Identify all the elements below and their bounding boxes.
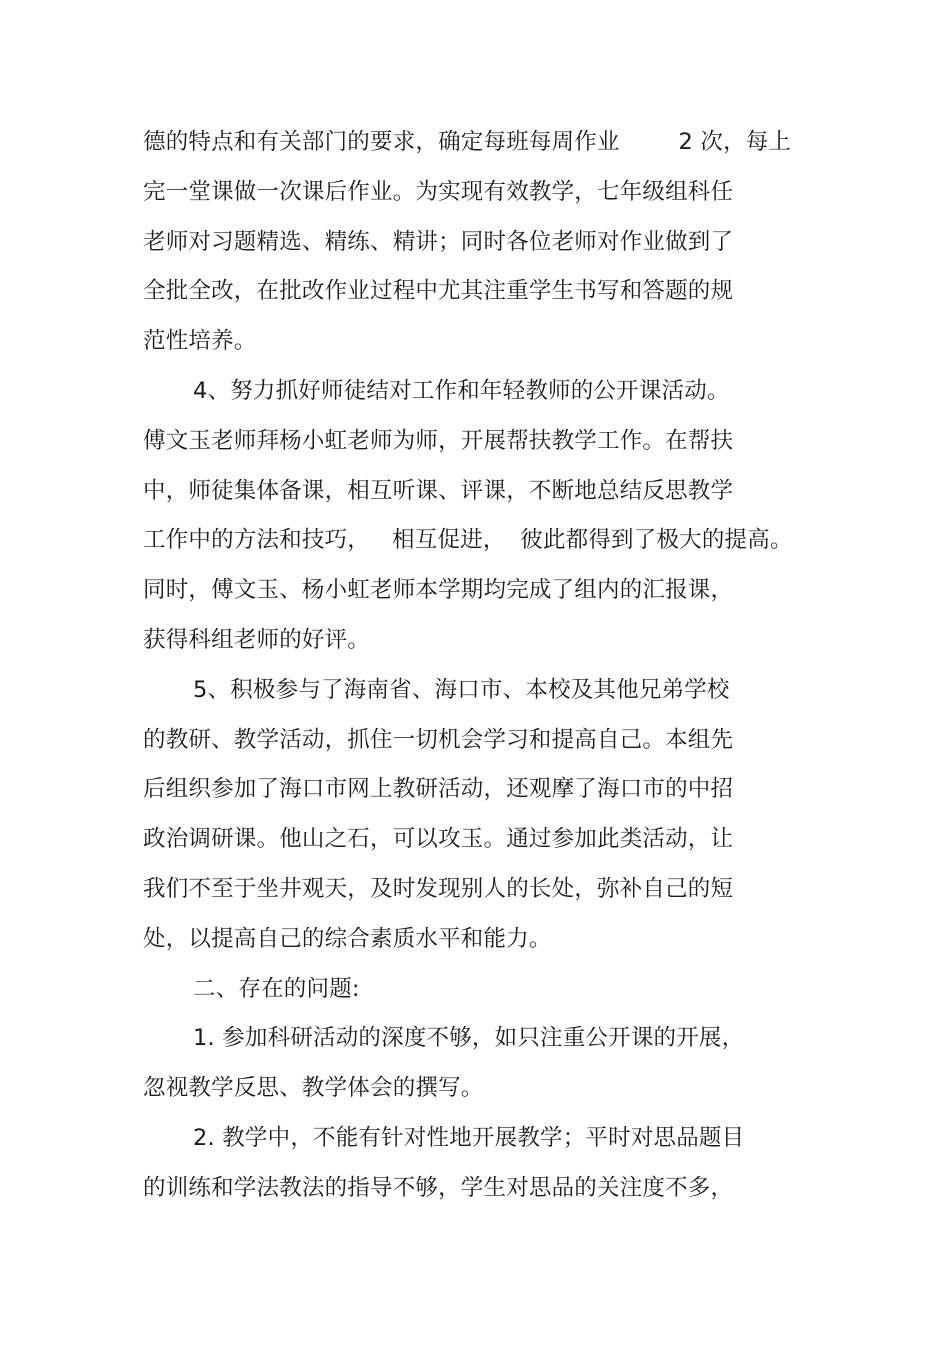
text-line: 忽视教学反思、教学体会的撰写。 <box>143 1075 484 1101</box>
text-line: 的训练和学法教法的指导不够，学生对思品的关注度不多， <box>143 1175 734 1201</box>
text-line: 同时，傅文玉、杨小虹老师本学期均完成了组内的汇报课， <box>143 577 734 603</box>
text-line: 处，以提高自己的综合素质水平和能力。 <box>143 926 552 952</box>
text-line: 1. 参加科研活动的深度不够，如只注重公开课的开展， <box>193 1025 745 1051</box>
text-line: 获得科组老师的好评。 <box>143 627 371 653</box>
text-line: 2. 教学中，不能有针对性地开展教学；平时对思品题目 <box>193 1125 745 1151</box>
section-heading: 二、存在的问题: <box>193 976 360 1002</box>
text-line: 德的特点和有关部门的要求，确定每班每周作业 2 次，每上 <box>143 129 792 155</box>
text-line: 政治调研课。他山之石，可以攻玉。通过参加此类活动，让 <box>143 826 734 852</box>
text-line: 老师对习题精选、精练、精讲；同时各位老师对作业做到了 <box>143 229 734 255</box>
text-line: 全批全改，在批改作业过程中尤其注重学生书写和答题的规 <box>143 278 734 304</box>
text-line: 5、积极参与了海南省、海口市、本校及其他兄弟学校 <box>193 677 730 703</box>
text-line: 后组织参加了海口市网上教研活动，还观摩了海口市的中招 <box>143 776 734 802</box>
text-line: 中，师徒集体备课，相互听课、评课，不断地总结反思教学 <box>143 478 734 504</box>
text-line: 4、努力抓好师徒结对工作和年轻教师的公开课活动。 <box>193 378 730 404</box>
text-line: 工作中的方法和技巧， 相互促进， 彼此都得到了极大的提高。 <box>143 527 793 553</box>
text-line: 完一堂课做一次课后作业。为实现有效教学，七年级组科任 <box>143 179 734 205</box>
text-line: 的教研、教学活动，抓住一切机会学习和提高自己。本组先 <box>143 727 734 753</box>
text-line: 我们不至于坐井观天，及时发现别人的长处，弥补自己的短 <box>143 876 734 902</box>
text-line: 傅文玉老师拜杨小虹老师为师，开展帮扶教学工作。在帮扶 <box>143 428 734 454</box>
text-line: 范性培养。 <box>143 328 257 354</box>
